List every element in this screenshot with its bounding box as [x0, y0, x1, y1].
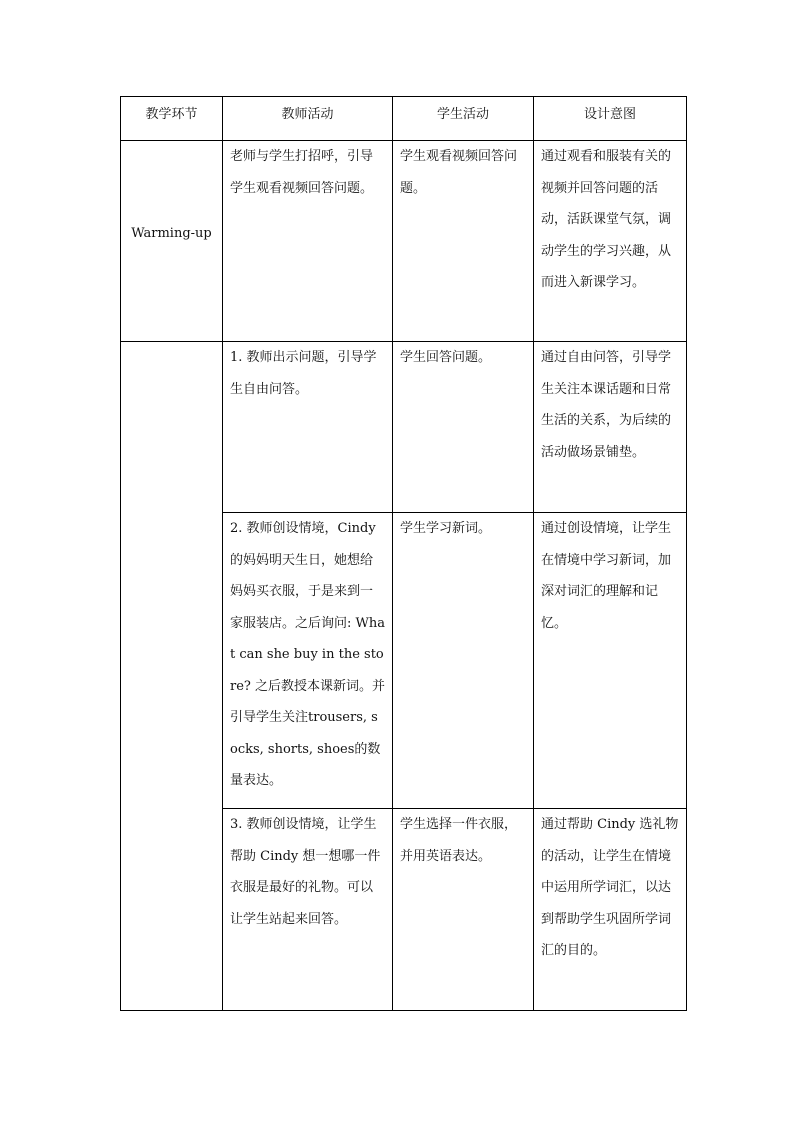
- student-activity-cell: [393, 809, 534, 1011]
- student-activity-text: 学生回答问题。: [400, 350, 492, 365]
- teacher-activity-cell: [223, 513, 393, 809]
- design-intent-text: 通过自由问答，引导学生关注本课话题和日常生活的关系，为后续的活动做场景铺垫。: [541, 350, 672, 460]
- student-activity-cell: [393, 141, 534, 342]
- student-activity-text: 学生学习新词。: [400, 521, 492, 536]
- teacher-activity-text: 2. 教师创设情境，Cindy的妈妈明天生日，她想给妈妈买衣服，于是来到一家服装店。之后询问: What can she buy in the store? 之后教授本课新词。并引导学生关注trousers, socks, shorts, shoes的数量表达。: [230, 521, 386, 788]
- design-intent-cell: [534, 809, 687, 1011]
- header-student-activity: 学生活动: [393, 97, 534, 141]
- teacher-activity-text: 老师与学生打招呼，引导学生观看视频回答问题。: [230, 149, 374, 196]
- teacher-activity-cell: [223, 809, 393, 1011]
- design-intent-text: 通过创设情境，让学生在情境中学习新词，加深对词汇的理解和记忆。: [541, 521, 672, 631]
- design-intent-text: 通过帮助 Cindy 选礼物的活动，让学生在情境中运用所学词汇，以达到帮助学生巩固所学词汇的目的。: [541, 817, 679, 958]
- design-intent-cell: [534, 342, 687, 513]
- design-intent-text: 通过观看和服装有关的视频并回答问题的活动，活跃课堂气氛，调动学生的学习兴趣，从而进入新课学习。: [541, 149, 672, 290]
- student-activity-cell: [393, 342, 534, 513]
- table-row: [121, 342, 687, 513]
- teacher-activity-cell: [223, 342, 393, 513]
- teacher-activity-cell: [223, 141, 393, 342]
- teacher-activity-text: 1. 教师出示问题，引导学生自由问答。: [230, 350, 377, 397]
- student-activity-cell: [393, 513, 534, 809]
- teacher-activity-text: 3. 教师创设情境，让学生帮助 Cindy 想一想哪一件衣服是最好的礼物。可以让学生站起来回答。: [230, 817, 381, 927]
- student-activity-text: 学生选择一件衣服，并用英语表达。: [400, 817, 518, 864]
- header-design-intent: 设计意图: [534, 97, 687, 141]
- table-header-row: [121, 97, 687, 141]
- lesson-plan-table: [120, 96, 687, 1011]
- design-intent-cell: [534, 141, 687, 342]
- header-teacher-activity: 教师活动: [223, 97, 393, 141]
- table-row: [121, 141, 687, 342]
- design-intent-cell: [534, 513, 687, 809]
- stage-cell: [121, 342, 223, 1011]
- stage-cell: [121, 141, 223, 342]
- stage-label: Warming-up: [131, 225, 212, 241]
- header-stage: 教学环节: [121, 97, 223, 141]
- student-activity-text: 学生观看视频回答问题。: [400, 149, 518, 196]
